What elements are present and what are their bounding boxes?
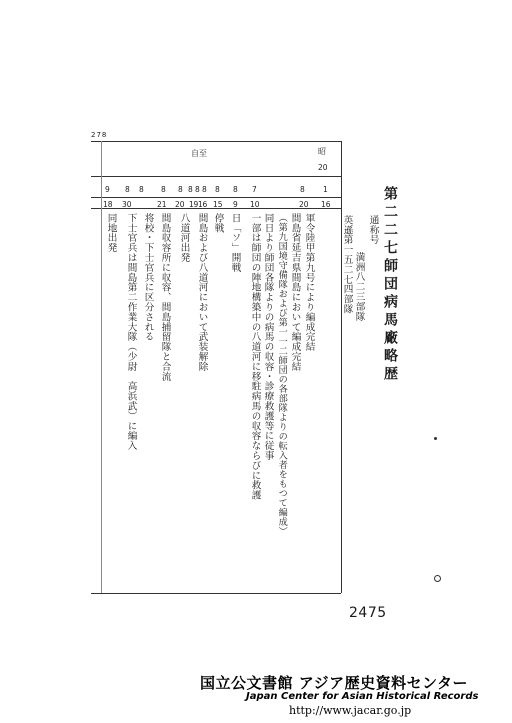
table-left-rule bbox=[101, 141, 102, 593]
day-cell: 9 bbox=[233, 200, 238, 209]
table-top-rule bbox=[91, 141, 341, 142]
archive-url[interactable]: http://www.jacar.go.jp bbox=[289, 704, 412, 717]
entry-camp-internment: 間島収容所に収容、間島捕留隊と合流 bbox=[159, 213, 171, 382]
month-cell: 8 bbox=[202, 185, 207, 194]
alias-manchuria: 満洲八二三部隊 bbox=[353, 252, 365, 322]
table-month-rule bbox=[91, 197, 341, 198]
era-label: 昭 bbox=[318, 147, 326, 156]
archive-name-ja: 国立公文書館 アジア歴史資料センター bbox=[200, 674, 469, 692]
alias-ying-xun: 英遜第一五二七四部隊 bbox=[341, 215, 353, 314]
table-bottom-rule bbox=[91, 593, 341, 594]
page-reference: 278 bbox=[91, 131, 108, 139]
entry-division-ranks: 将校・下士官兵に区分される bbox=[142, 213, 154, 342]
entry-labor-battalion: 下士官兵は間島第二作業大隊（少尉 高浜武）に編入 bbox=[125, 213, 137, 451]
entry-formation-order: 軍令陸甲第九号により編成完結 bbox=[303, 213, 315, 352]
table-header-rule bbox=[91, 176, 341, 177]
month-cell: 9 bbox=[105, 185, 110, 194]
day-cell: 10 bbox=[250, 200, 260, 209]
document-title: 第二二七師団病馬廠略歴 bbox=[382, 186, 398, 384]
day-cell: 15 bbox=[213, 200, 223, 209]
month-cell: 8 bbox=[178, 185, 183, 194]
entry-departure: 同地出発 bbox=[105, 213, 117, 253]
day-cell: 18 bbox=[103, 200, 113, 209]
month-cell: 1 bbox=[323, 185, 328, 194]
entry-ceasefire: 停戦 bbox=[212, 213, 224, 233]
day-cell: 16 bbox=[321, 200, 331, 209]
month-cell: 8 bbox=[195, 185, 200, 194]
day-cell: 16 bbox=[198, 200, 207, 209]
entry-formation-complete: 間島省延吉県間島において編成完結 bbox=[289, 213, 301, 372]
month-cell: 8 bbox=[125, 185, 130, 194]
scan-speck bbox=[434, 437, 437, 440]
page-number: 2475 bbox=[349, 605, 387, 621]
entry-war-outbreak: 日「ソ」開戦 bbox=[229, 213, 241, 273]
month-cell: 8 bbox=[300, 185, 305, 194]
day-cell: 20 bbox=[175, 200, 185, 209]
from-to-label: 自至 bbox=[191, 149, 207, 158]
era-year: 20 bbox=[318, 163, 328, 172]
month-cell: 8 bbox=[139, 185, 144, 194]
entry-disarmament: 間島および八道河において武装解除 bbox=[196, 213, 208, 372]
entry-medical-duty: 同日より師団各隊よりの病馬の収容・診療救護等に従事 bbox=[262, 213, 274, 461]
day-cell: 21 bbox=[157, 200, 167, 209]
entry-hachidoka-move: 一部は師団の陣地構築中の八道河に移駐病馬の収容ならびに救護 bbox=[249, 213, 261, 501]
entry-formation-note: （第九国境守備隊および第一一二師団の各部隊よりの転入者をもつて編成） bbox=[276, 213, 288, 536]
month-cell: 8 bbox=[161, 185, 166, 194]
day-cell: 19 bbox=[189, 200, 198, 209]
day-cell: 30 bbox=[122, 200, 132, 209]
month-cell: 8 bbox=[215, 185, 220, 194]
day-cell: 20 bbox=[299, 200, 309, 209]
scan-speck bbox=[434, 575, 441, 582]
archive-name-en: Japan Center for Asian Historical Records bbox=[246, 691, 479, 702]
table-right-rule bbox=[341, 141, 342, 593]
month-cell: 8 bbox=[233, 185, 238, 194]
month-cell: 8 bbox=[188, 185, 193, 194]
alias-label: 通称号 bbox=[367, 215, 379, 245]
month-cell: 7 bbox=[252, 185, 257, 194]
entry-departure-hachidoka: 八道河出発 bbox=[178, 213, 190, 263]
